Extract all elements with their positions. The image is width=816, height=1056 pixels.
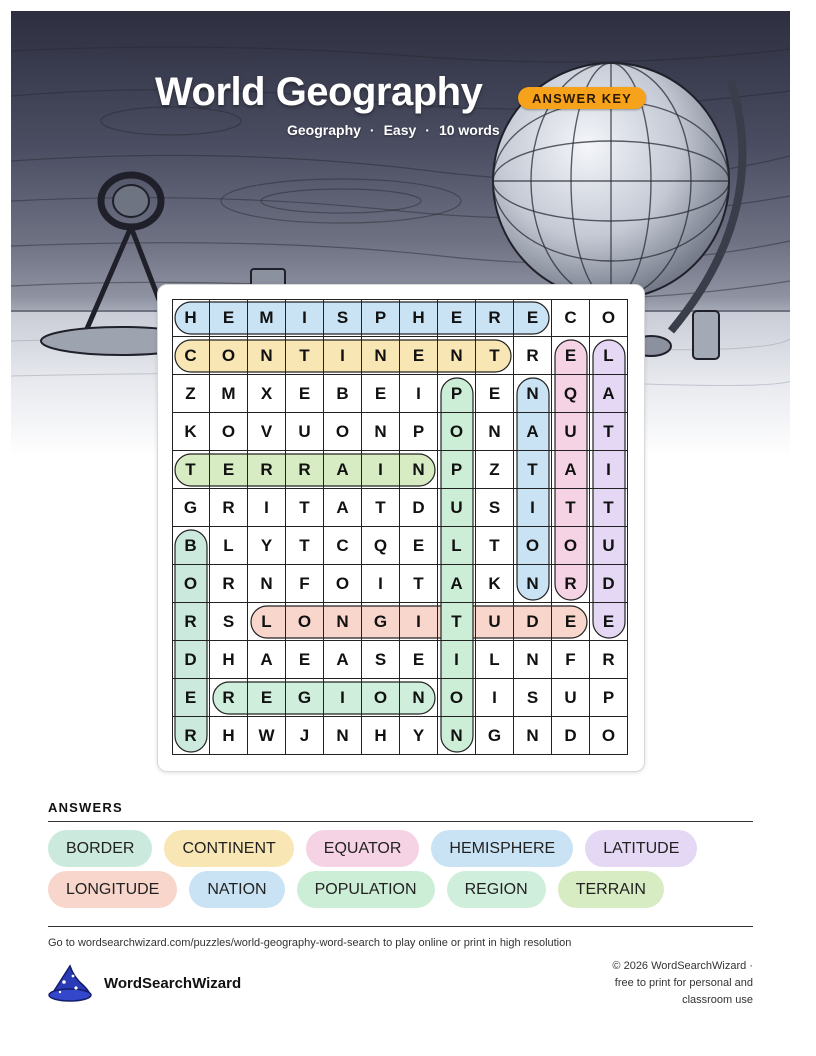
grid-cell: R (476, 299, 514, 337)
grid-cell: C (324, 527, 362, 565)
answer-pill-nation: NATION (189, 871, 284, 908)
grid-cell: X (248, 375, 286, 413)
grid-cell: A (552, 451, 590, 489)
answers-divider (48, 821, 753, 822)
answer-pill-equator: EQUATOR (306, 830, 420, 867)
grid-cell: G (286, 679, 324, 717)
grid-cell: E (400, 337, 438, 375)
grid-cell: K (476, 565, 514, 603)
answers-heading: ANSWERS (48, 800, 123, 815)
grid-cell: A (248, 641, 286, 679)
grid-cell: L (476, 641, 514, 679)
grid-cell: T (286, 527, 324, 565)
grid-cell: D (400, 489, 438, 527)
grid-cell: S (324, 299, 362, 337)
grid-cell: H (172, 299, 210, 337)
grid-cell: Z (476, 451, 514, 489)
grid-cell: N (514, 641, 552, 679)
grid-cell: U (552, 679, 590, 717)
grid-cell: N (362, 413, 400, 451)
grid-cell: H (400, 299, 438, 337)
puzzle-meta (287, 122, 500, 138)
grid-cell: G (172, 489, 210, 527)
grid-cell: G (362, 603, 400, 641)
grid-cell: O (172, 565, 210, 603)
answer-row (48, 830, 768, 867)
grid-cell: N (476, 413, 514, 451)
grid-cell: R (210, 565, 248, 603)
grid-cell: T (362, 489, 400, 527)
copyright (563, 958, 753, 1009)
meta-separator: · (425, 122, 430, 138)
answer-pill-border: BORDER (48, 830, 152, 867)
grid-cell: N (514, 717, 552, 755)
grid-cell: G (476, 717, 514, 755)
grid-cell: C (552, 299, 590, 337)
grid-cell: B (172, 527, 210, 565)
grid-cell: S (476, 489, 514, 527)
grid-cell: Q (362, 527, 400, 565)
brand-name: WordSearchWizard (104, 974, 242, 992)
grid-cell: D (514, 603, 552, 641)
grid-cell: P (362, 299, 400, 337)
grid-cell: I (590, 451, 628, 489)
grid-cell: I (362, 565, 400, 603)
grid-cell: D (552, 717, 590, 755)
footer-note: Go to wordsearchwizard.com/puzzles/world-geography-word-search to play online or print in high resolution (48, 937, 572, 949)
grid-cell: O (514, 527, 552, 565)
grid-cell: D (172, 641, 210, 679)
grid-cell: R (286, 451, 324, 489)
grid-cell: O (362, 679, 400, 717)
grid-cell: I (324, 679, 362, 717)
page-title: World Geography (155, 70, 483, 114)
grid-cell: R (210, 679, 248, 717)
answer-key-badge: ANSWER KEY (518, 87, 646, 109)
grid-cell: E (438, 299, 476, 337)
grid-cell: I (514, 489, 552, 527)
footer-divider (48, 926, 753, 927)
grid-cell: T (286, 337, 324, 375)
grid-cell: O (210, 413, 248, 451)
grid-cell: Z (172, 375, 210, 413)
grid-cell: U (552, 413, 590, 451)
grid-cell: O (286, 603, 324, 641)
grid-cell: E (210, 299, 248, 337)
grid-cell: T (286, 489, 324, 527)
grid-cell: I (476, 679, 514, 717)
meta-word-count: 10 words (438, 122, 500, 138)
grid-cell: A (324, 489, 362, 527)
grid-cell: N (324, 717, 362, 755)
grid-cell: A (324, 641, 362, 679)
copyright-line: free to print for personal and (614, 977, 753, 989)
grid-cell: I (362, 451, 400, 489)
meta-difficulty: Easy (383, 122, 417, 138)
grid-cell: E (552, 603, 590, 641)
grid-cell: T (438, 603, 476, 641)
meta-category: Geography (287, 122, 361, 138)
meta-separator: · (369, 122, 375, 138)
grid-cell: P (400, 413, 438, 451)
grid-cell: I (248, 489, 286, 527)
grid-cell: I (400, 375, 438, 413)
letter-grid (172, 299, 628, 755)
copyright-line: classroom use (682, 994, 753, 1006)
grid-cell: I (324, 337, 362, 375)
grid-cell: R (172, 717, 210, 755)
grid-cell: O (552, 527, 590, 565)
grid-cell: R (210, 489, 248, 527)
answer-pill-latitude: LATITUDE (585, 830, 697, 867)
grid-cell: W (248, 717, 286, 755)
grid-cell: R (172, 603, 210, 641)
answer-pill-population: POPULATION (297, 871, 435, 908)
grid-cell: N (400, 451, 438, 489)
grid-cell: Y (400, 717, 438, 755)
grid-cell: T (552, 489, 590, 527)
grid-cell: S (362, 641, 400, 679)
grid-cell: O (590, 299, 628, 337)
grid-cell: E (248, 679, 286, 717)
answer-row (48, 871, 768, 908)
grid-cell: H (210, 641, 248, 679)
grid-cell: E (400, 641, 438, 679)
grid-cell: O (324, 565, 362, 603)
grid-cell: T (172, 451, 210, 489)
grid-cell: I (400, 603, 438, 641)
grid-cell: A (590, 375, 628, 413)
grid-cell: E (476, 375, 514, 413)
grid-cell: N (438, 717, 476, 755)
grid-cell: P (438, 375, 476, 413)
grid-cell: Q (552, 375, 590, 413)
grid-cell: P (590, 679, 628, 717)
copyright-line: © 2026 WordSearchWizard · (612, 960, 753, 972)
grid-cell: L (438, 527, 476, 565)
grid-cell: K (172, 413, 210, 451)
grid-cell: O (438, 679, 476, 717)
grid-cell: Y (248, 527, 286, 565)
grid-cell: E (514, 299, 552, 337)
brand (48, 964, 241, 1002)
grid-cell: T (400, 565, 438, 603)
grid-cell: O (438, 413, 476, 451)
grid-cell: D (590, 565, 628, 603)
grid-cell: N (248, 337, 286, 375)
grid-cell: V (248, 413, 286, 451)
grid-cell: N (438, 337, 476, 375)
wizard-hat-icon (48, 964, 92, 1002)
grid-cell: N (362, 337, 400, 375)
answer-pill-longitude: LONGITUDE (48, 871, 177, 908)
grid-cell: E (590, 603, 628, 641)
grid-cell: J (286, 717, 324, 755)
grid-cell: T (514, 451, 552, 489)
grid-cell: A (438, 565, 476, 603)
grid-cell: N (248, 565, 286, 603)
grid-cell: N (514, 565, 552, 603)
grid-cell: O (590, 717, 628, 755)
grid-cell: E (210, 451, 248, 489)
grid-cell: A (514, 413, 552, 451)
grid-cell: I (286, 299, 324, 337)
grid-cell: E (362, 375, 400, 413)
grid-cell: E (172, 679, 210, 717)
grid-cell: C (172, 337, 210, 375)
grid-cell: H (362, 717, 400, 755)
grid-cell: H (210, 717, 248, 755)
answer-pill-continent: CONTINENT (164, 830, 293, 867)
grid-cell: S (514, 679, 552, 717)
grid-cell: T (476, 337, 514, 375)
grid-cell: L (210, 527, 248, 565)
grid-cell: N (324, 603, 362, 641)
grid-cell: L (248, 603, 286, 641)
grid-cell: U (476, 603, 514, 641)
grid-cell: T (590, 489, 628, 527)
grid-cell: E (286, 375, 324, 413)
grid-cell: F (286, 565, 324, 603)
answer-pill-region: REGION (447, 871, 546, 908)
grid-cell: E (286, 641, 324, 679)
grid-cell: N (514, 375, 552, 413)
grid-cell: T (476, 527, 514, 565)
answer-pill-hemisphere: HEMISPHERE (431, 830, 573, 867)
grid-cell: L (590, 337, 628, 375)
grid-cell: M (210, 375, 248, 413)
grid-cell: O (324, 413, 362, 451)
grid-cell: U (286, 413, 324, 451)
grid-cell: S (210, 603, 248, 641)
grid-cell: M (248, 299, 286, 337)
grid-cell: F (552, 641, 590, 679)
answer-list (48, 830, 768, 912)
grid-cell: O (210, 337, 248, 375)
grid-cell: R (590, 641, 628, 679)
grid-cell: N (400, 679, 438, 717)
answer-pill-terrain: TERRAIN (558, 871, 664, 908)
grid-cell: A (324, 451, 362, 489)
grid-cell: B (324, 375, 362, 413)
grid-cell: I (438, 641, 476, 679)
grid-cell: R (514, 337, 552, 375)
grid-cell: R (248, 451, 286, 489)
grid-cell: U (590, 527, 628, 565)
grid-cell: T (590, 413, 628, 451)
word-search-grid (172, 299, 628, 755)
grid-cell: E (400, 527, 438, 565)
grid-cell: U (438, 489, 476, 527)
grid-cell: E (552, 337, 590, 375)
grid-cell: P (438, 451, 476, 489)
grid-cell: R (552, 565, 590, 603)
